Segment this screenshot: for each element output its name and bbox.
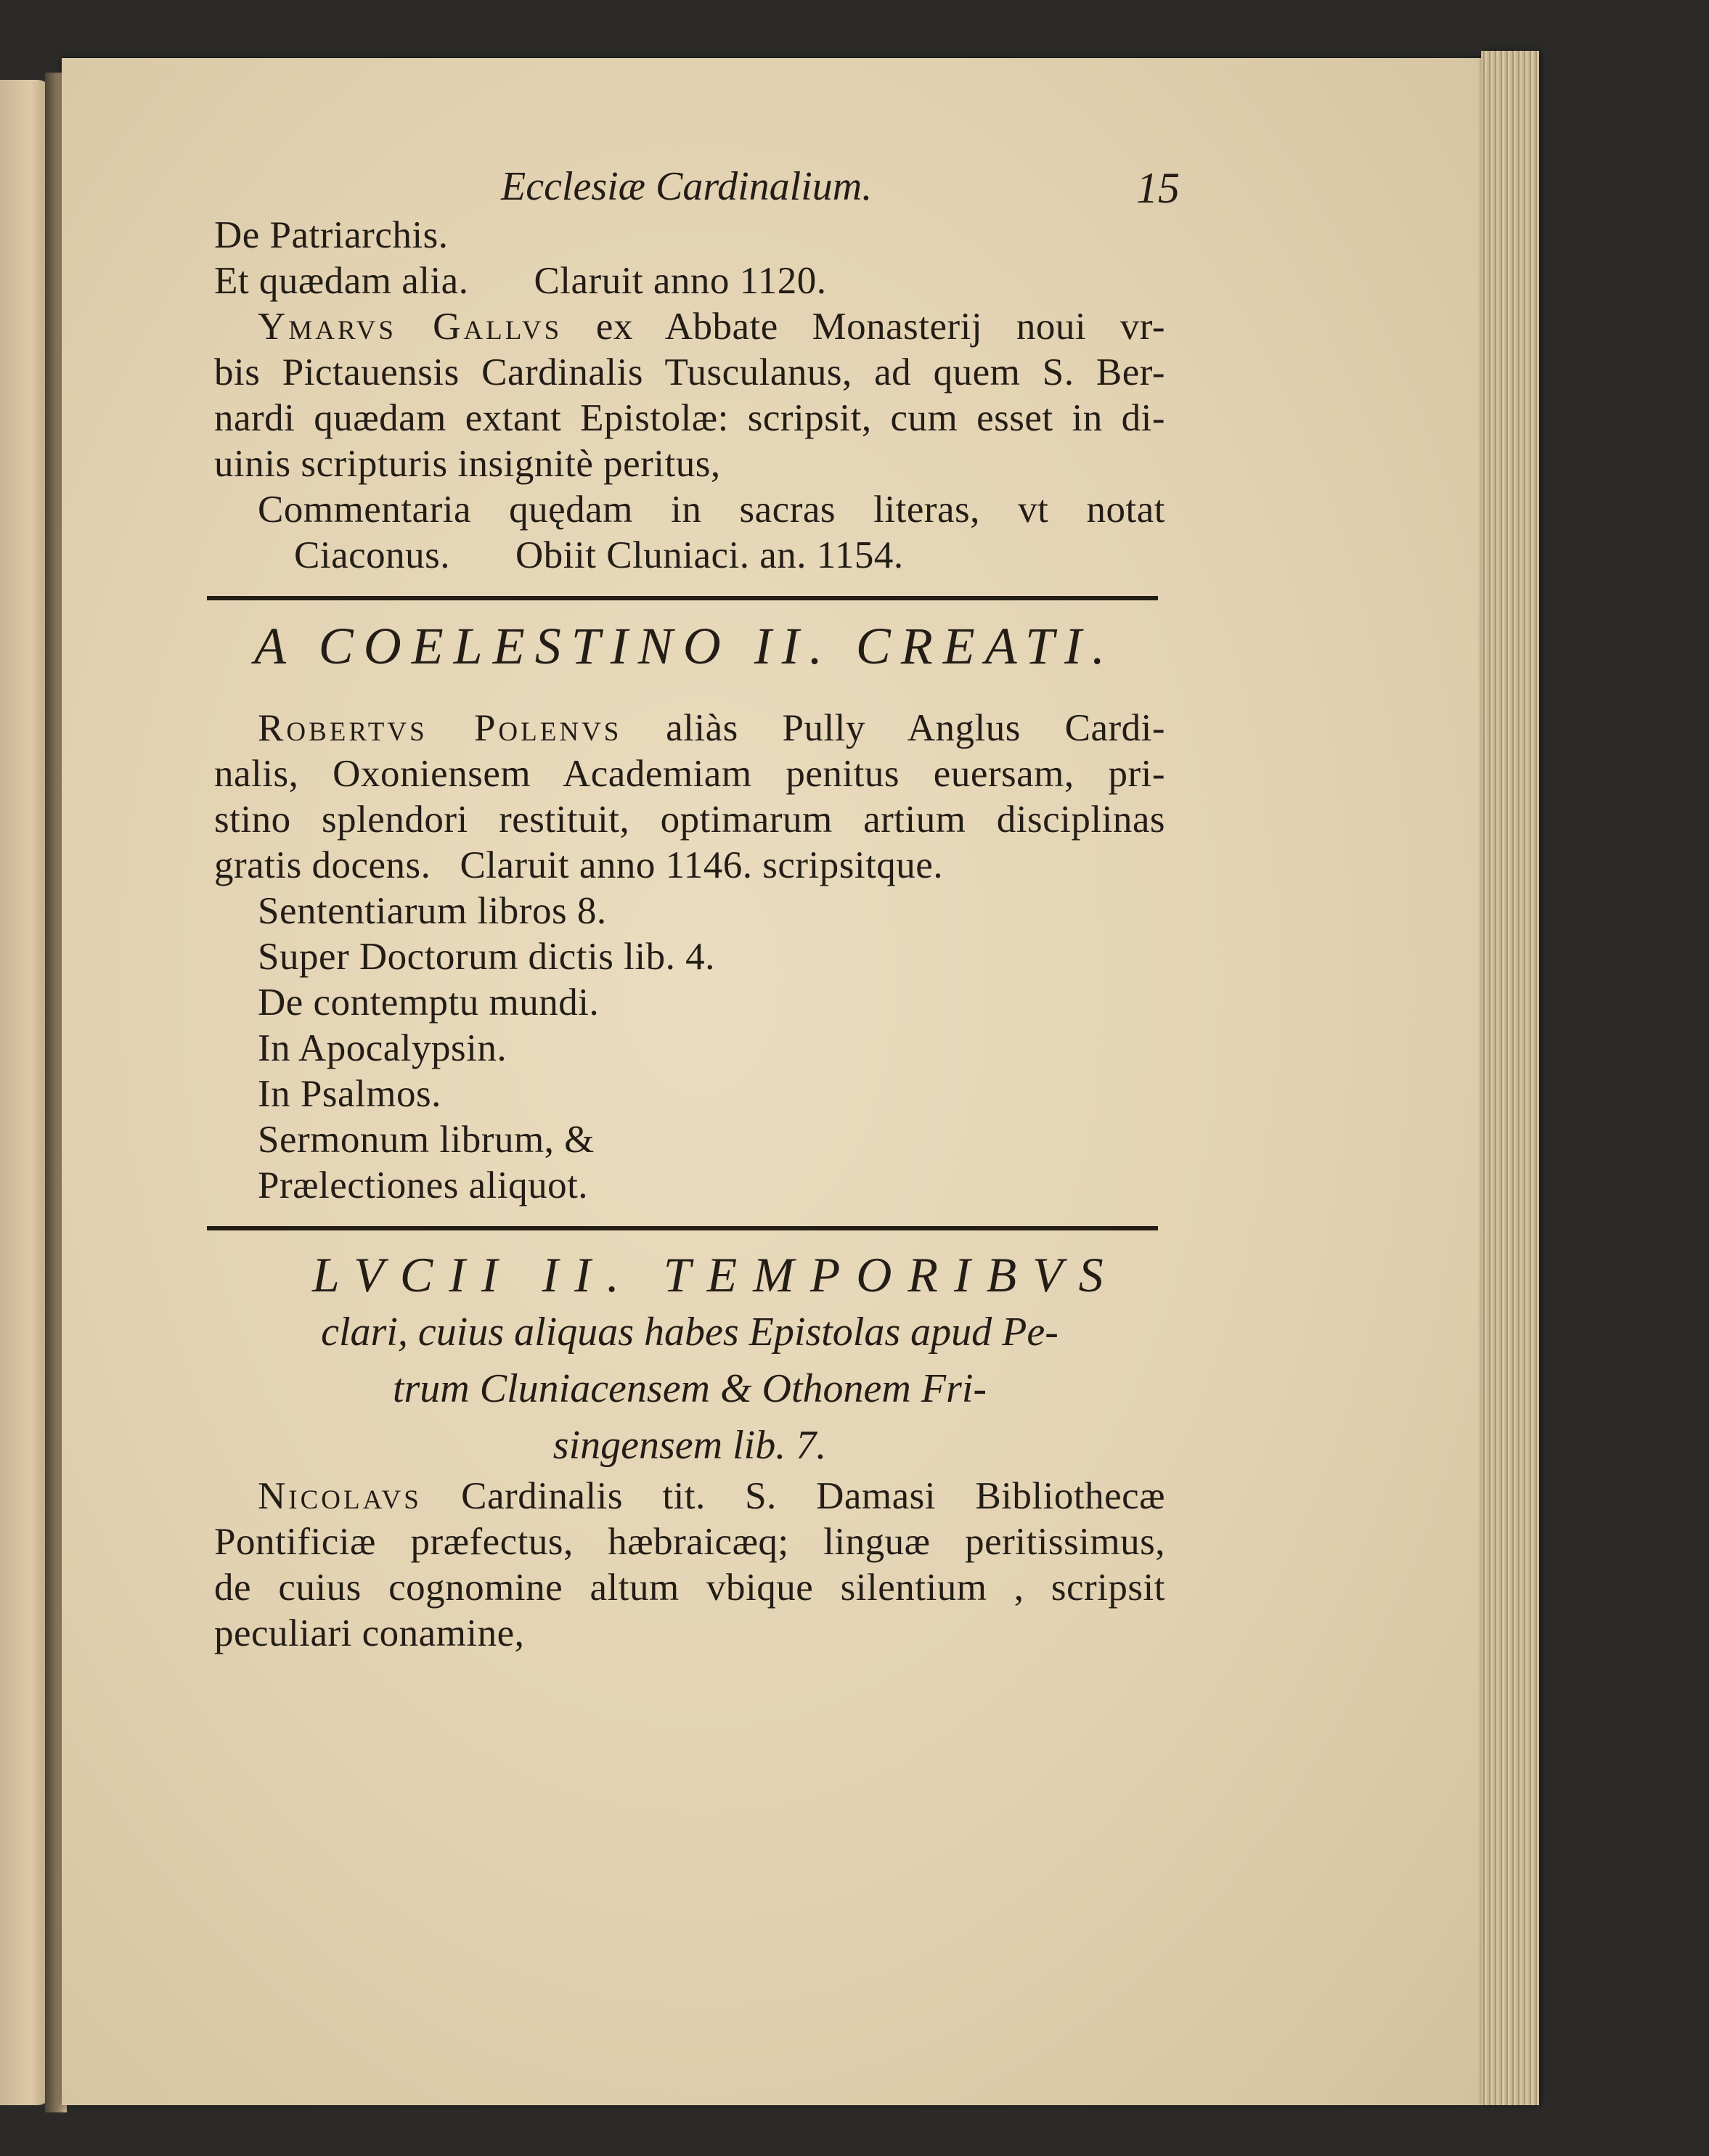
author-name: Robertvs Polenvs [258, 707, 622, 749]
work-line [214, 533, 1165, 579]
page-fore-edge [1481, 51, 1539, 2105]
text-line [214, 843, 1165, 889]
entry-ymarus-first [214, 304, 1165, 350]
text-fragment: ex Abbate Monasterij noui vr- [562, 306, 1165, 348]
text-fragment: Cardinalis tit. S. Damasi Bibliothecæ [421, 1475, 1165, 1517]
text-fragment: Claruit anno 1146. scripsitque. [460, 844, 944, 886]
text-line: bis Pictauensis Cardinalis Tusculanus, ad quem S. Ber- [214, 351, 1165, 393]
work-line: De contemptu mundi. [258, 981, 600, 1024]
text-line: Pontificiæ præfectus, hæbraicæq; linguæ peritissimus, [214, 1521, 1165, 1563]
text-fragment: gratis docens. [214, 844, 431, 886]
text-line [214, 258, 1165, 304]
text-fragment: Obiit Cluniaci. an. 1154. [515, 534, 904, 576]
text-fragment: Et quædam alia. [214, 260, 469, 302]
text-line: uinis scripturis insignitè peritus, [214, 443, 721, 485]
work-line: Super Doctorum dictis lib. 4. [258, 936, 715, 978]
running-title: Ecclesiæ Cardinalium. [501, 164, 873, 209]
subtitle-line: singensem lib. 7. [552, 1423, 827, 1468]
text-line: stino splendori restituit, optimarum artium disciplinas [214, 799, 1165, 841]
text-line: nalis, Oxoniensem Academiam penitus euersam, pri- [214, 753, 1165, 795]
work-line: Prælectiones aliquot. [258, 1164, 589, 1206]
page-number: 15 [1136, 164, 1180, 212]
author-name: Ymarvs Gallvs [258, 306, 563, 348]
facing-page-edge [0, 80, 51, 2105]
text-fragment: Ciaconus. [294, 534, 450, 576]
entry-nicolaus-first [214, 1474, 1165, 1519]
work-line: In Apocalypsin. [258, 1027, 507, 1069]
author-name: Nicolavs [258, 1475, 422, 1517]
text-line: De Patriarchis. [214, 214, 449, 256]
section-title: A COELESTINO II. CREATI. [254, 617, 1116, 675]
text-fragment: Claruit anno 1120. [534, 260, 827, 302]
section-divider [207, 1226, 1158, 1230]
section-divider [207, 596, 1158, 600]
page-text [214, 163, 1180, 1657]
section-title: LVCII II. TEMPORIBVS [312, 1247, 1119, 1302]
work-line: Sermonum librum, & [258, 1119, 595, 1161]
text-line: nardi quædam extant Epistolæ: scripsit, cum esset in di- [214, 397, 1165, 439]
work-line: Sententiarum libros 8. [258, 890, 607, 932]
work-line: In Psalmos. [258, 1073, 441, 1115]
text-fragment: aliàs Pully Anglus Cardi- [621, 707, 1165, 749]
text-line: peculiari conamine, [214, 1612, 525, 1654]
page-header [214, 163, 1180, 213]
subtitle-line: trum Cluniacensem & Othonem Fri- [392, 1366, 987, 1411]
subtitle-line: clari, cuius aliquas habes Epistolas apud Pe- [321, 1310, 1059, 1355]
entry-robertus-first [214, 706, 1165, 751]
text-line: de cuius cognomine altum vbique silentium , scripsit [214, 1567, 1165, 1609]
work-line: Commentaria quędam in sacras literas, vt notat [258, 489, 1165, 531]
